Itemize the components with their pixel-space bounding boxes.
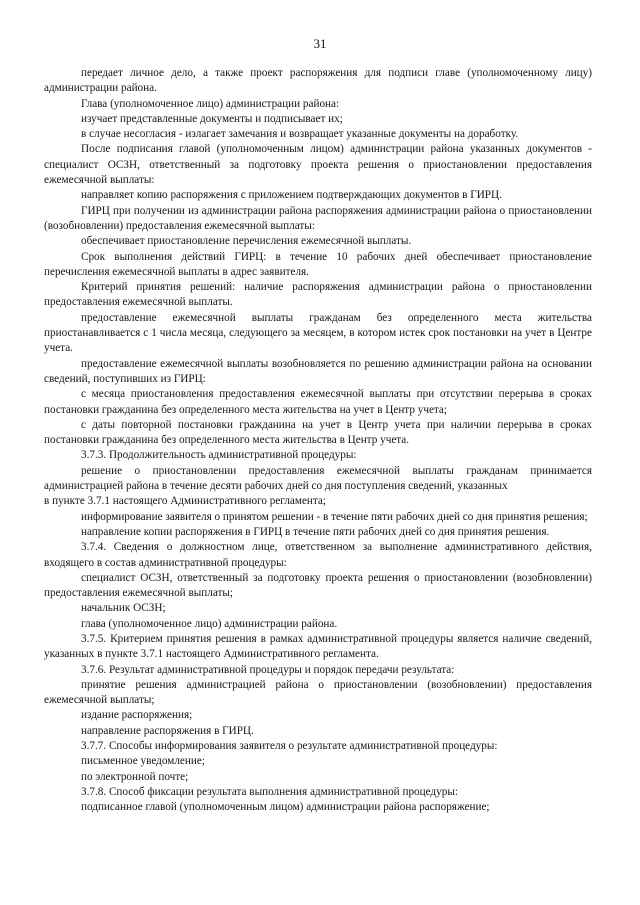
paragraph: предоставление ежемесячной выплаты возобновляется по решению администрации района на основании сведений, поступивших из ГИРЦ: [44,357,592,385]
paragraph: 3.7.7. Способы информирования заявителя о результате административной процедуры: [81,740,498,753]
paragraph: направление распоряжения в ГИРЦ. [81,724,254,737]
paragraph: в случае несогласия - излагает замечания и возвращает указанные документы на доработку. [81,128,519,141]
paragraph: издание распоряжения; [81,709,193,722]
paragraph: предоставление ежемесячной выплаты гражданам без определенного места жительства приостанавливается с 1 числа месяца, следующего за месяцем, в котором истек срок постановки на учет в Центре учета. [44,311,592,355]
document-body [44,66,592,816]
paragraph: решение о приостановлении предоставления ежемесячной выплаты гражданам принимается администрацией района в течение десяти рабочих дней со дня поступления сведений, указанных [44,464,592,493]
paragraph: 3.7.5. Критерием принятия решения в рамках административной процедуры является наличие сведений, указанных в пункте 3.7.1 настоящего Административного регламента. [44,632,592,661]
paragraph: обеспечивает приостановление перечисления ежемесячной выплаты. [81,235,412,248]
paragraph: изучает представленные документы и подписывает их; [81,112,343,125]
paragraph: Срок выполнения действий ГИРЦ: в течение 10 рабочих дней обеспечивает приостановление перечисления ежемесячной выплаты в адрес заявителя. [44,250,592,278]
paragraph: глава (уполномоченное лицо) администрации района. [81,617,338,630]
paragraph: 3.7.4. Сведения о должностном лице, ответственном за выполнение административного действия, входящего в состав административной процедуры: [44,541,592,569]
paragraph: информирование заявителя о принятом решении - в течение пяти рабочих дней со дня принятия решения; [81,510,588,523]
paragraph: с даты повторной постановки гражданина на учет в Центр учета при наличии перерыва в сроках постановки гражданина без определенного места жительства в Центр учета. [44,418,592,447]
paragraph: в пункте 3.7.1 настоящего Административного регламента; [44,495,326,508]
paragraph: направление копии распоряжения в ГИРЦ в течение пяти рабочих дней со дня принятия решения. [81,525,550,538]
page-number: 31 [313,36,327,51]
paragraph: подписанное главой (уполномоченным лицом) администрации района распоряжение; [81,801,490,814]
paragraph: ГИРЦ при получении из администрации района распоряжения администрации района о приостановлении (возобновлении) предоставления ежемесячной выплаты: [44,204,592,232]
paragraph: письменное уведомление; [81,755,205,768]
paragraph: Глава (уполномоченное лицо) администрации района: [81,97,340,110]
paragraph: направляет копию распоряжения с приложением подтверждающих документов в ГИРЦ. [81,189,502,202]
paragraph: 3.7.8. Способ фиксации результата выполнения административной процедуры: [81,785,458,798]
paragraph: 3.7.6. Результат административной процедуры и порядок передачи результата: [81,663,455,676]
paragraph: начальник ОСЗН; [81,602,166,615]
paragraph: специалист ОСЗН, ответственный за подготовку проекта решения о приостановлении (возобновлении) предоставления ежемесячной выплаты; [44,571,592,600]
paragraph: После подписания главой (уполномоченным лицом) администрации района указанных документов - специалист ОСЗН, ответственный за подготовку проекта решения о приостановлении предоставления ежемесячной выплаты: [44,143,592,187]
paragraph: Критерий принятия решений: наличие распоряжения администрации района о приостановлении предоставления ежемесячной выплаты. [44,281,592,309]
paragraph: принятие решения администрацией района о приостановлении (возобновлении) предоставления ежемесячной выплаты; [44,678,592,707]
paragraph: 3.7.3. Продолжительность административной процедуры: [81,449,357,462]
paragraph: по электронной почте; [81,770,189,783]
paragraph: передает личное дело, а также проект распоряжения для подписи главе (уполномоченному лицу) администрации района. [44,67,592,95]
paragraph: с месяца приостановления предоставления ежемесячной выплаты при отсутствии перерыва в сроках постановки гражданина без определенного места жительства на учет в Центр учета; [44,388,592,416]
